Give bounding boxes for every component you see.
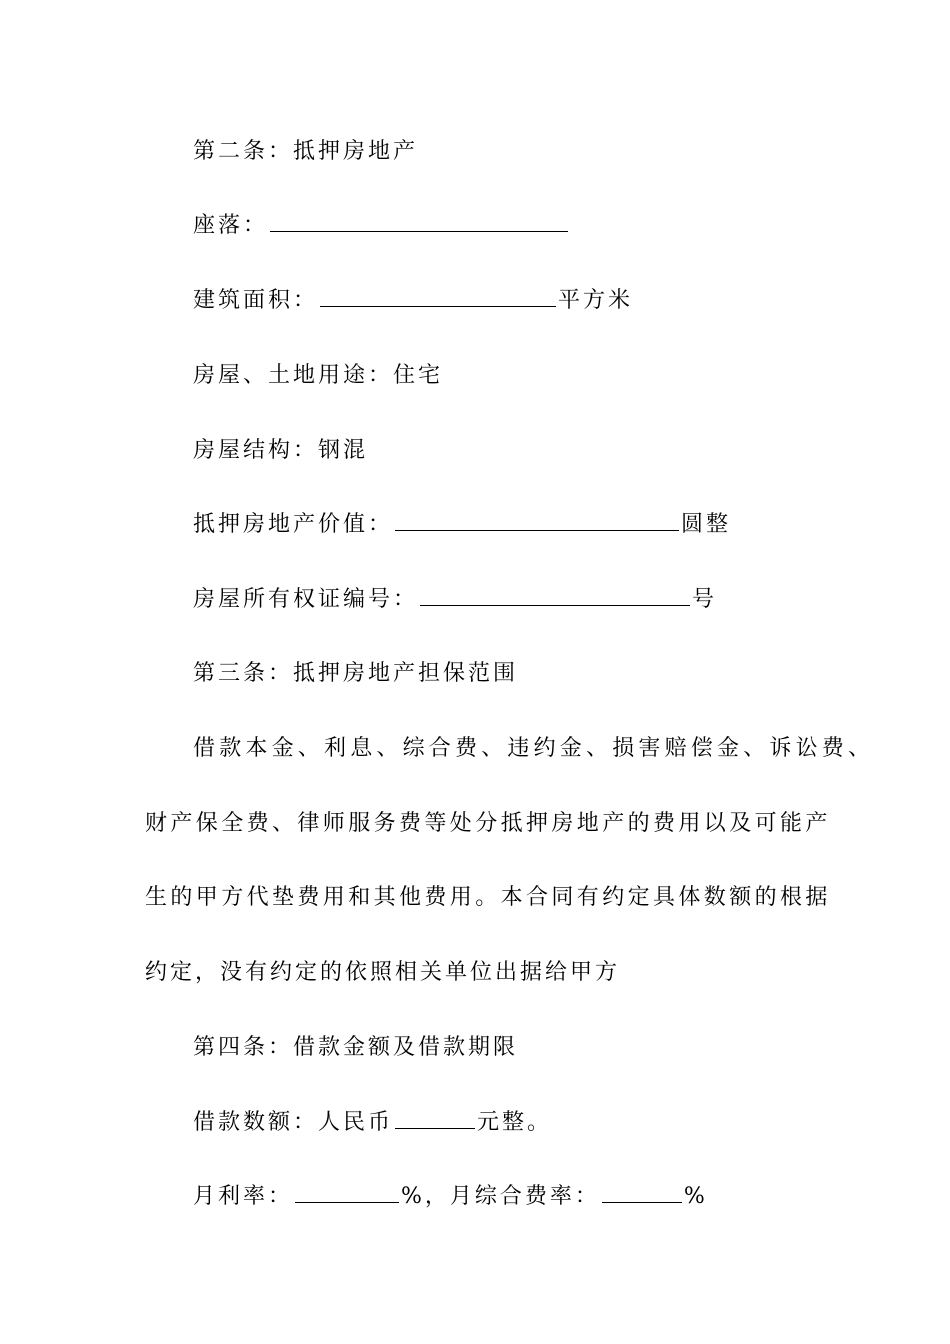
area-label: 建筑面积：: [193, 288, 319, 313]
certificate-field: [193, 585, 717, 615]
monthly-rate-unit: %，月综合费率：: [401, 1184, 600, 1209]
certificate-unit: 号: [692, 587, 718, 612]
value-unit: 圆整: [681, 512, 732, 537]
value-field: [193, 510, 731, 540]
scope-paragraph-line-2: 财产保全费、律师服务费等处分抵押房地产的费用以及可能产: [145, 811, 831, 836]
location-blank: [270, 211, 568, 232]
rate-field: [193, 1182, 708, 1212]
structure-line: 房屋结构：钢混: [193, 438, 369, 463]
value-blank: [395, 510, 679, 531]
usage-line: 房屋、土地用途：住宅: [193, 363, 444, 388]
monthly-rate-blank: [295, 1182, 399, 1203]
area-blank: [320, 286, 556, 307]
article-4-heading: 第四条：借款金额及借款期限: [193, 1035, 519, 1060]
certificate-label: 房屋所有权证编号：: [193, 587, 419, 612]
monthly-fee-rate-blank: [602, 1182, 682, 1203]
scope-paragraph-line-1: 借款本金、利息、综合费、违约金、损害赔偿金、诉讼费、: [193, 736, 875, 761]
loan-amount-blank: [395, 1108, 475, 1129]
location-label: 座落：: [193, 213, 269, 238]
loan-amount-label: 借款数额：人民币: [193, 1110, 394, 1135]
location-field: [193, 211, 570, 241]
scope-paragraph-line-4: 约定，没有约定的依照相关单位出据给甲方: [145, 960, 621, 985]
monthly-fee-rate-unit: %: [683, 1184, 708, 1209]
area-unit: 平方米: [558, 288, 634, 313]
area-field: [193, 286, 633, 316]
article-2-heading: 第二条：抵押房地产: [193, 139, 419, 164]
article-3-heading: 第三条：抵押房地产担保范围: [193, 661, 519, 686]
scope-paragraph-line-3: 生的甲方代垫费用和其他费用。本合同有约定具体数额的根据: [145, 885, 831, 910]
monthly-rate-label: 月利率：: [193, 1184, 294, 1209]
value-label: 抵押房地产价值：: [193, 512, 394, 537]
certificate-blank: [420, 585, 690, 606]
loan-amount-unit: 元整。: [477, 1110, 553, 1135]
loan-amount-field: [193, 1108, 552, 1138]
